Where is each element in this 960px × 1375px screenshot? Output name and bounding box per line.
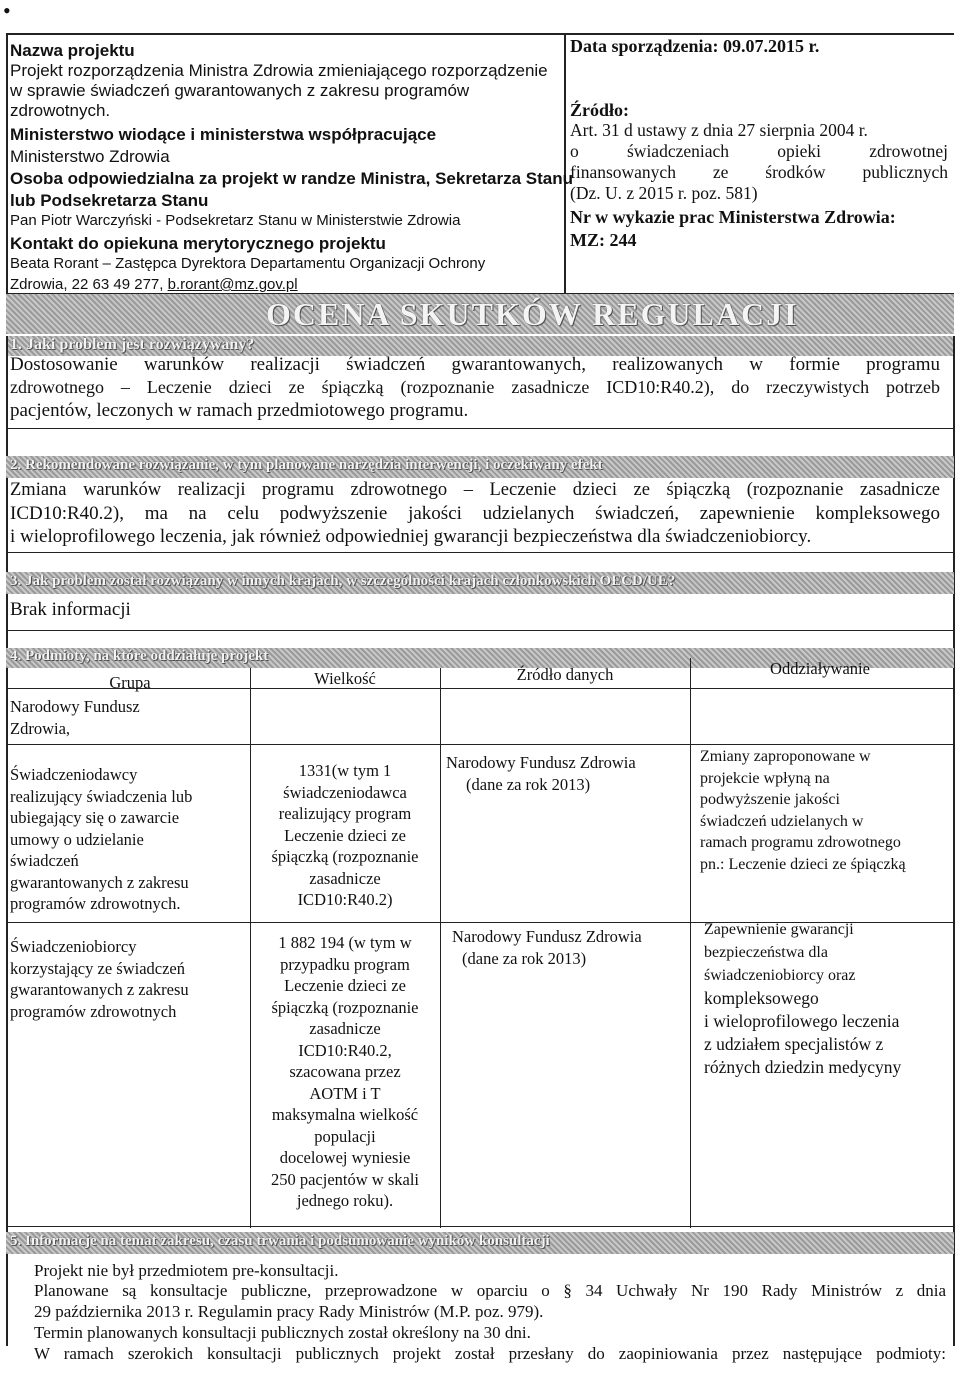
group-line: programów zdrowotnych. (10, 894, 181, 913)
size-line: Leczenie dzieci ze (284, 976, 406, 995)
size-cell (252, 760, 438, 911)
column-header-group: Grupa (109, 673, 151, 692)
section1-line-1: Dostosowanie warunków realizacji świadczeń gwarantowanych, realizowanych w formie programu (10, 354, 940, 375)
size-line: śpiączką (rozpoznanie (271, 847, 419, 866)
table-row (10, 764, 246, 915)
list-label: Nr w wykazie prac Ministerstwa Zdrowia: (570, 207, 896, 227)
section1-line-3: pacjentów, leczonych w ramach przedmiotowego programu. (10, 400, 469, 421)
project-name-line-3: zdrowotnych. (10, 101, 111, 120)
section5-line-1: Projekt nie był przedmiotem pre-konsultacji. (34, 1261, 339, 1280)
contact-line-1: Beata Rorant – Zastępca Dyrektora Departamentu Organizacji Ochrony (10, 255, 486, 272)
source-line-3: finansowanych ze środków publicznych (570, 162, 948, 182)
section3-heading: 3. Jak problem został rozwiązany w innych krajach, w szczególności krajach członkowskich OECD/UE? (10, 573, 676, 589)
size-line: świadczeniodawca (283, 782, 407, 802)
source-line-1: Art. 31 d ustawy z dnia 27 sierpnia 2004 r. (570, 120, 868, 140)
column-header-size: Wielkość (314, 669, 376, 688)
size-line: zasadnicze (309, 868, 381, 888)
size-line: ICD10:R40.2) (297, 890, 393, 909)
size-line: 1331(w tym 1 (298, 761, 392, 780)
section5-line-2: Planowane są konsultacje publiczne, przeprowadzone w oparciu o § 34 Uchwały Nr 190 Rady Ministrów z dnia (34, 1281, 946, 1300)
impact-line: i wieloprofilowego leczenia (704, 1011, 900, 1031)
size-line: ICD10:R40.2, (298, 1040, 392, 1060)
impact-line: projekcie wpłyną na (700, 769, 830, 787)
size-line: realizujący program (278, 804, 412, 823)
group-line: gwarantowanych z zakresu (10, 980, 189, 999)
table-row (10, 696, 246, 739)
group-line: Narodowy Fundusz (10, 697, 140, 716)
responsible-value: Pan Piotr Warczyński - Podsekretarz Stanu w Ministerstwie Zdrowia (10, 212, 461, 229)
group-line: Świadczeniodawcy (10, 765, 138, 784)
impact-line: Zapewnienie gwarancji (704, 921, 854, 938)
size-line: śpiączką (rozpoznanie (271, 997, 419, 1017)
section5-heading-bar (6, 1232, 954, 1254)
impact-cell (704, 918, 950, 1079)
ministry-label: Ministerstwo wiodące i ministerstwa współpracujące (10, 125, 437, 144)
impact-line: pn.: Leczenie dzieci ze śpiączką (700, 855, 906, 873)
source-line: Narodowy Fundusz Zdrowia (452, 927, 642, 946)
size-line: docelowej wyniesie (279, 1148, 411, 1167)
impact-line: podwyższenie jakości (700, 791, 840, 808)
section5-line-3: 29 października 2013 r. Regulamin pracy Rady Ministrów (M.P. poz. 979). (34, 1302, 544, 1321)
contact-line-2 (10, 274, 298, 296)
size-line: 1 882 194 (w tym w (278, 933, 412, 952)
corner-bullet: • (3, 0, 11, 23)
contact-phone: Zdrowia, 22 63 49 277, (10, 276, 168, 293)
size-line: AOTM i T (309, 1083, 381, 1103)
size-cell (252, 932, 438, 1212)
ministry-value: Ministerstwo Zdrowia (10, 147, 170, 166)
section5-line-5: W ramach szerokich konsultacji publicznych projekt został przesłany do zaopiniowania przez następujące podmioty: (34, 1344, 946, 1363)
section2-heading: 2. Rekomendowane rozwiązanie, w tym planowane narzędzia interwencji, i oczekiwany efekt (10, 457, 603, 473)
section4-heading: 4. Podmioty, na które oddziałuje projekt (10, 648, 269, 664)
source-line-4: (Dz. U. z 2015 r. poz. 581) (570, 183, 758, 203)
section2-heading-bar (6, 456, 954, 478)
section2-line-2: ICD10:R40.2), ma na celu podwyższenie jakości udzielanych świadczeń, zapewnienie kompleksowego (10, 503, 940, 524)
group-line: umowy o udzielanie (10, 829, 144, 849)
section3-heading-bar (6, 572, 954, 594)
size-line: maksymalna wielkość (271, 1105, 419, 1124)
impact-line: Zmiany zaproponowane w (700, 748, 871, 765)
size-line: szacowana przez (289, 1062, 401, 1081)
impact-line: kompleksowego (704, 988, 819, 1008)
project-name-line-1: Projekt rozporządzenia Ministra Zdrowia zmieniającego rozporządzenie (10, 61, 548, 80)
section1-line-2: zdrowotnego – Leczenie dzieci ze śpiączką (rozpoznanie zasadnicze ICD10:R40.2), do rzeczywistych potrzeb (10, 377, 940, 397)
group-line: Zdrowia, (10, 718, 71, 738)
source-cell (452, 926, 688, 969)
source-line: (dane za rok 2013) (466, 774, 591, 794)
section3-text: Brak informacji (10, 599, 131, 620)
source-cell (446, 752, 686, 795)
size-line: 250 pacjentów w skali (270, 1169, 419, 1189)
section1-heading: 1. Jaki problem jest rozwiązywany? (10, 336, 255, 353)
impact-line: świadczeniobiorcy oraz (704, 967, 856, 984)
table-row (10, 936, 246, 1022)
responsible-label-line-2: lub Podsekretarza Stanu (10, 191, 209, 210)
source-label: Źródło: (570, 100, 630, 120)
section2-line-1: Zmiana warunków realizacji programu zdrowotnego – Leczenie dzieci ze śpiączką (rozpoznanie zasadnicze (10, 480, 940, 500)
source-line-2: o świadczeniach opieki zdrowotnej (570, 141, 948, 161)
group-line: korzystający ze świadczeń (10, 958, 185, 978)
group-line: świadczeń (10, 851, 79, 870)
impact-line: różnych dziedzin medycyny (704, 1057, 902, 1077)
group-line: programów zdrowotnych (10, 1001, 177, 1021)
section2-line-3: i wieloprofilowego leczenia, jak również odpowiedniej gwarancji bezpieczeństwa dla świadczeniobiorcy. (10, 526, 812, 547)
group-line: gwarantowanych z zakresu (10, 872, 189, 892)
impact-line: ramach programu zdrowotnego (700, 834, 901, 851)
contact-email-link[interactable]: b.rorant@mz.gov.pl (167, 276, 298, 293)
size-line: zasadnicze (309, 1019, 381, 1038)
source-line: (dane za rok 2013) (462, 948, 587, 968)
size-line: przypadku program (280, 954, 410, 974)
size-line: populacji (314, 1126, 376, 1146)
main-banner-title: OCENA SKUTKÓW REGULACJI (266, 296, 799, 332)
list-value: MZ: 244 (570, 230, 637, 250)
group-line: Świadczeniobiorcy (10, 937, 137, 956)
main-banner (6, 294, 954, 334)
impact-cell (700, 746, 950, 875)
group-line: realizujący świadczenia lub (10, 786, 193, 806)
impact-line: bezpieczeństwa dla (704, 944, 828, 961)
responsible-label-line-1: Osoba odpowiedzialna za projekt w randze Ministra, Sekretarza Stanu (10, 169, 574, 188)
section5-line-4: Termin planowanych konsultacji publicznych został określony na 30 dni. (34, 1323, 531, 1342)
column-header-impact: Oddziaływanie (770, 659, 870, 678)
project-name-line-2: w sprawie świadczeń gwarantowanych z zakresu programów (10, 81, 470, 100)
project-name-label: Nazwa projektu (10, 41, 135, 60)
section5-heading: 5. Informacje na temat zakresu, czasu trwania i podsumowanie wyników konsultacji (10, 1233, 550, 1249)
impact-line: z udziałem specjalistów z (704, 1034, 884, 1054)
contact-label: Kontakt do opiekuna merytorycznego projektu (10, 234, 386, 253)
date-label: Data sporządzenia: 09.07.2015 r. (570, 36, 820, 56)
impact-line: świadczeń udzielanych w (700, 812, 864, 830)
source-line: Narodowy Fundusz Zdrowia (446, 753, 636, 772)
column-header-source: Źródło danych (516, 665, 614, 684)
group-line: ubiegający się o zawarcie (10, 808, 180, 827)
size-line: jednego roku). (296, 1191, 394, 1210)
size-line: Leczenie dzieci ze (284, 825, 406, 845)
